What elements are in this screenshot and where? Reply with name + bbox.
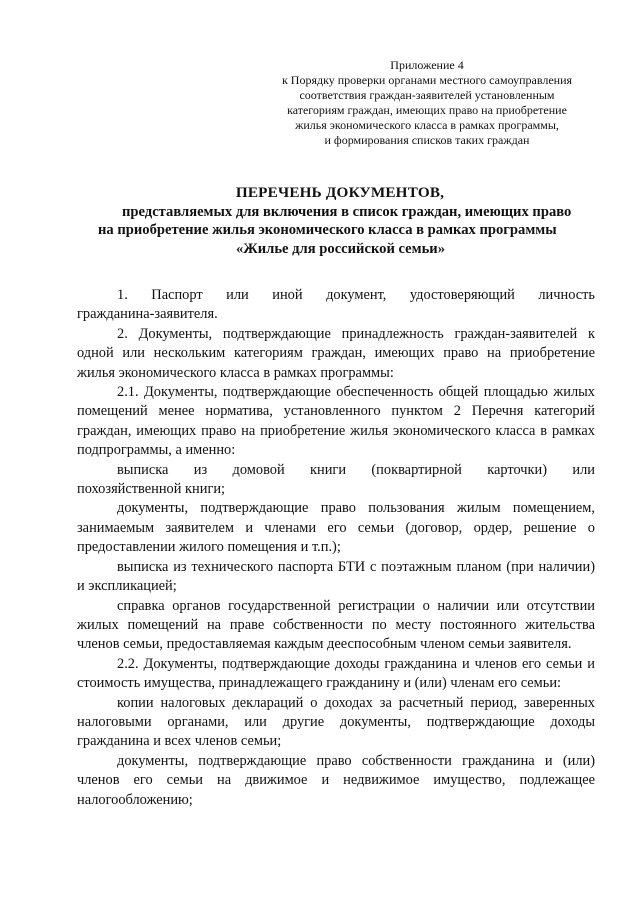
appendix-line: к Порядку проверки органами местного самоуправления [281,73,573,87]
word: Паспорт [151,287,203,303]
appendix-header [262,58,592,148]
word: книги [310,461,347,478]
document-title [80,184,600,258]
word: удостоверяющий [409,287,515,303]
item-2-1-c: выписка из технического паспорта БТИ с поэтажным планом (при наличии) и экспликацией; [77,558,595,595]
appendix-line: категориям граждан, имеющих право на приобретение [287,103,567,117]
word: личность [538,287,595,303]
word: выписка [117,461,169,478]
item-2-2-b: документы, подтверждающие право собственности гражданина и (или) членов его семьи на движимое и недвижимое имущество, подлежащее налогообложению; [77,752,595,808]
document-body [77,286,595,810]
appendix-line: жилья экономического класса в рамках программы, [295,118,559,132]
title-line: «Жилье для российской семьи» [236,240,446,257]
item-2-2: 2.2. Документы, подтверждающие доходы гражданина и членов его семьи и стоимость имущества, принадлежащего гражданину и (или) членам его семьи: [77,655,595,692]
item-2-1: 2.1. Документы, подтверждающие обеспеченность общей площадью жилых помещений менее норматива, установленного пунктом 2 Перечня категорий граждан, имеющих право на приобретение жилья экономического класса в рамках подпрограммы, а именно: [77,384,595,459]
item-2: 2. Документы, подтверждающие принадлежность граждан-заявителей к одной или нескольким категориям граждан, имеющих право на приобретение жилья экономического класса в рамках программы: [77,325,595,381]
item-1-first-line [77,286,595,305]
title-heading: ПЕРЕЧЕНЬ ДОКУМЕНТОВ, [235,184,445,201]
appendix-line: Приложение 4 [390,58,464,72]
word: домовой [232,461,285,478]
item-1-continuation: гражданина-заявителя. [77,306,218,323]
item-2-1-a-continuation: похозяйственной книги; [77,481,226,498]
word: иной [272,287,303,303]
item-2-1-d: справка органов государственной регистрации о наличии или отсутствии жилых помещений на праве собственности по месту постоянного жительства членов семьи, предоставляемая каждым дееспособным членом семьи заявителя. [77,597,595,653]
word: или [226,287,249,303]
title-line: на приобретение жилья экономического класса в рамках программы [98,222,557,239]
word: (поквартирной [371,461,462,478]
item-2-1-a-first-line [77,461,595,480]
word: карточки) [487,461,548,478]
word: документ, [326,287,387,303]
item-2-2-a: копии налоговых деклараций о доходах за расчетный период, заверенных налоговыми органами, или другие документы, подтверждающие доходы гражданина и всех членов семьи; [77,694,595,750]
word: 1. [117,287,128,303]
appendix-line: и формирования списков таких граждан [324,133,530,147]
item-2-1-b: документы, подтверждающие право пользования жилым помещением, занимаемым заявителем и членами его семьи (договор, ордер, решение о предоставлении жилого помещения и т.п.); [77,500,595,556]
title-line: представляемых для включения в список граждан, имеющих право [122,203,572,220]
appendix-line: соответствия граждан-заявителей установленным [299,88,555,102]
word: из [193,461,208,478]
word: или [572,461,595,478]
